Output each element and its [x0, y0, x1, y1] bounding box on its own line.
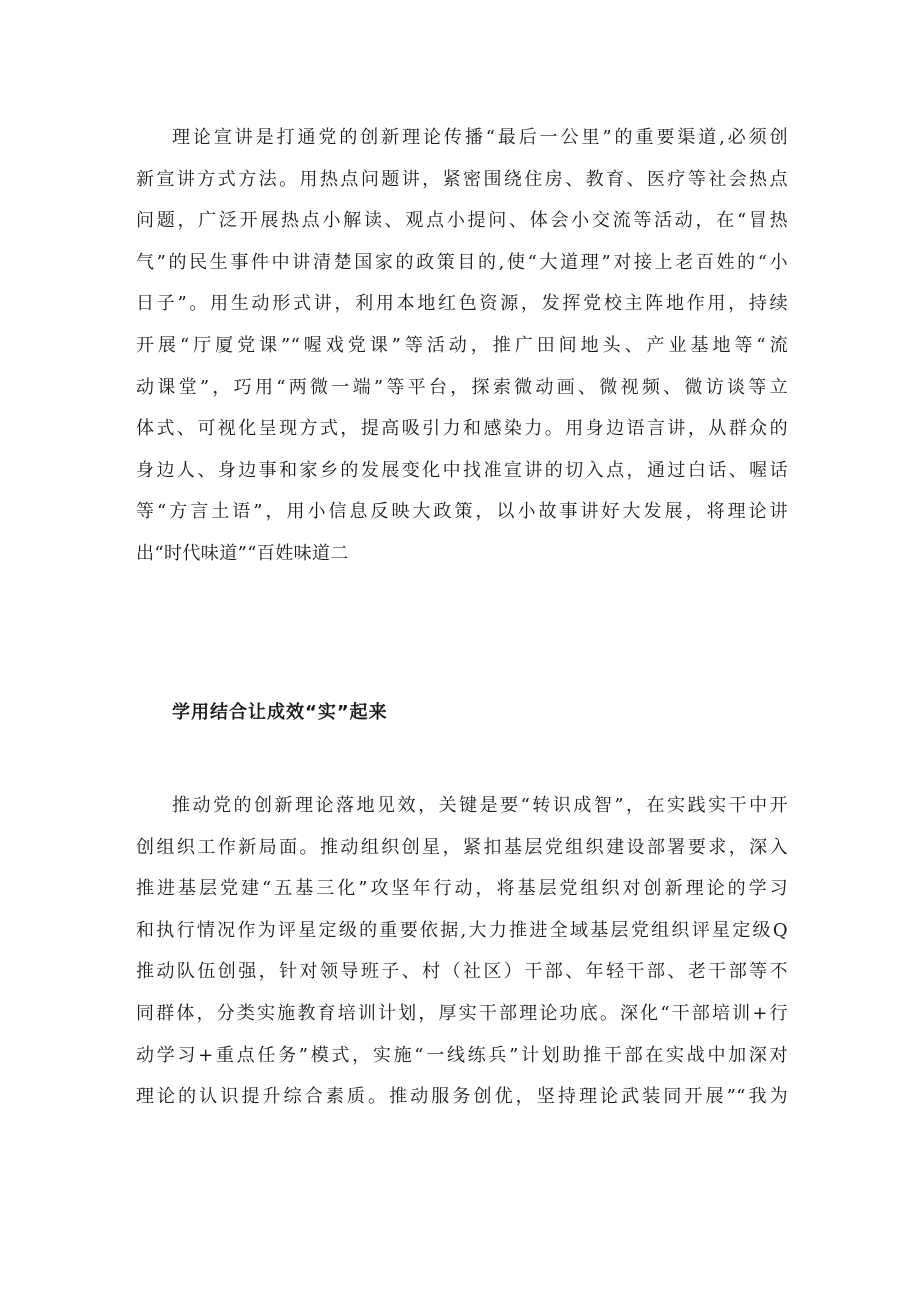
text-line: 等“方言土语”，用小信息反映大政策，以小故事讲好大发展，将理论讲 — [136, 501, 788, 523]
text-line: 日子”。用生动形式讲，利用本地红色资源，发挥党校主阵地作用，持续 — [136, 293, 788, 315]
text-line: 动课堂”，巧用“两微一端”等平台，探索微动画、微视频、微访谈等立 — [136, 376, 788, 398]
text-line: 创组织工作新局面。推动组织创星，紧扣基层党组织建设部署要求，深入 — [136, 836, 788, 858]
text-line: 气”的民生事件中讲清楚国家的政策目的,使“大道理”对接上老百姓的“小 — [136, 251, 788, 273]
text-line: 开展“厅厦党课”“喔戏党课”等活动，推广田间地头、产业基地等“流 — [136, 334, 788, 356]
text-line: 身边人、身边事和家乡的发展变化中找准宣讲的切入点，通过白话、喔话 — [136, 459, 788, 481]
text-line: 推进基层党建“五基三化”攻坚年行动，将基层党组织对创新理论的学习 — [136, 878, 788, 900]
text-line: 理论宣讲是打通党的创新理论传播“最后一公里”的重要渠道,必须创 — [172, 127, 788, 148]
section-heading: 学用结合让成效“实”起来 — [172, 702, 388, 723]
text-line: 新宣讲方式方法。用热点问题讲，紧密围绕住房、教育、医疗等社会热点 — [136, 168, 788, 190]
text-line: 动学习+重点任务”模式，实施“一线练兵”计划助推干部在实战中加深对 — [136, 1044, 788, 1066]
text-line: 问题，广泛开展热点小解读、观点小提问、体会小交流等活动，在“冒热 — [136, 210, 788, 232]
text-line: 理论的认识提升综合素质。推动服务创优，坚持理论武装同开展”“我为 — [136, 1086, 788, 1108]
paragraph-theory-lectures — [136, 117, 788, 575]
text-line: 和执行情况作为评星定级的重要依据,大力推进全域基层党组织评星定级Q — [136, 919, 788, 941]
paragraph-learning-application — [136, 785, 788, 1118]
text-line: 体式、可视化呈现方式，提高吸引力和感染力。用身边语言讲，从群众的 — [136, 418, 788, 440]
text-line: 推动队伍创强，针对领导班子、村（社区）干部、年轻干部、老干部等不 — [136, 961, 788, 983]
text-line: 推动党的创新理论落地见效，关键是要“转识成智”，在实践实干中开 — [172, 795, 788, 816]
text-line: 出“时代味道”“百姓味道二 — [136, 542, 349, 564]
text-line: 同群体，分类实施教育培训计划，厚实干部理论功底。深化“干部培训+行 — [136, 1002, 788, 1024]
